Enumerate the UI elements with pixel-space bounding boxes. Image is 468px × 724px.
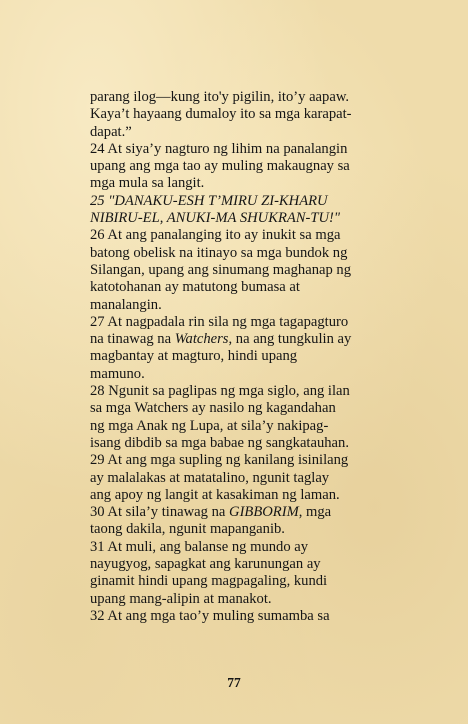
text-line: 28 Ngunit sa paglipas ng mga siglo, ang ilan [90,383,350,400]
text-segment: 30 At sila’y tinawag na [90,504,230,521]
text-line: magbantay at magturo, hindi upang [90,348,298,365]
text-line: 26 At ang panalanging ito ay inukit sa mga [90,227,341,244]
text-segment: , na ang tungkulin ay [228,331,352,348]
verse-25-line [90,210,390,227]
gibborim-term: GIBBORIM [229,504,299,521]
text-line: upang mang-alipin at manakot. [90,590,272,607]
text-line: 32 At ang mga tao’y muling sumamba sa [90,607,330,624]
text-line: ay malalakas at matatalino, ngunit taglay [90,469,330,486]
text-line: sa mga Watchers ay nasilo ng kagandahan [90,400,336,417]
text-segment: , mga [298,504,332,521]
text-line: 24 At siya’y nagturo ng lihim na panalangin [90,140,348,157]
text-line: ang apoy ng langit at kasakiman ng laman. [90,486,340,503]
prayer-text: 25 "DANAKU-ESH T’MIRU ZI-KHARU [90,192,328,209]
text-line: nayugyog, sapagkat ang karunungan ay [90,556,321,573]
text-line: isang dibdib sa mga babae ng sangkatauhan. [90,434,349,451]
verse-25-line [90,193,390,210]
text-line: ng mga Anak ng Lupa, at sila’y nakipag- [90,417,329,434]
prayer-text: NIBIRU-EL, ANUKI-MA SHUKRAN-TU!" [90,210,341,227]
text-line: Silangan, upang ang sinumang maghanap ng [90,261,352,278]
body-text [90,89,390,625]
text-line: mamuno. [90,365,145,382]
page-number: 77 [227,675,241,690]
text-line: parang ilog—kung ito'y pigilin, ito’y aapaw. [90,89,350,105]
text-line: 31 At muli, ang balanse ng mundo ay [90,538,309,555]
watchers-term: Watchers [174,331,229,348]
text-line: 27 At nagpadala rin sila ng mga tagapagturo [90,313,349,330]
text-line: dapat.” [90,123,132,140]
text-segment: na tinawag na [90,331,175,348]
text-line: ginamit hindi upang magpagaling, kundi [90,573,328,590]
text-line: Kaya’t hayaang dumaloy ito sa mga karapat- [90,106,352,123]
text-line: katotohanan ay matutong bumasa at [90,279,300,296]
text-line: batong obelisk na itinayo sa mga bundok ng [90,244,348,261]
text-line: upang ang mga tao ay muling makaugnay sa [90,158,350,175]
text-line [90,331,390,348]
text-line: manalangin. [90,296,162,313]
text-line [90,504,390,521]
text-line: mga mula sa langit. [90,175,205,192]
text-line: taong dakila, ngunit mapanganib. [90,521,285,538]
text-line: 29 At ang mga supling ng kanilang isinilang [90,452,349,469]
